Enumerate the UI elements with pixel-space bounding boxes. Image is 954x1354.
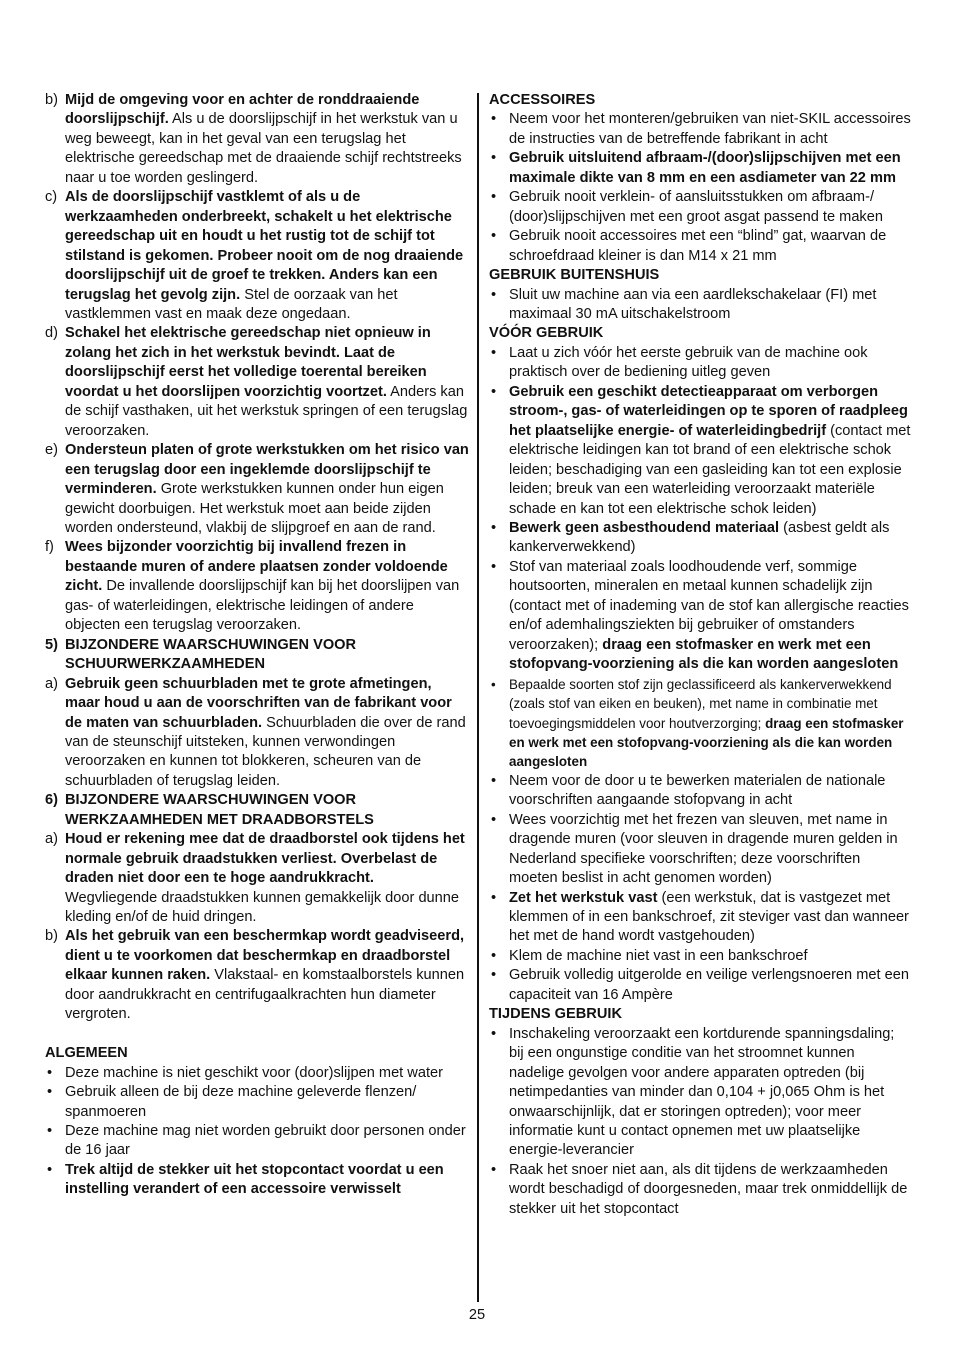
heading-voor-gebruik: VÓÓR GEBRUIK (489, 325, 604, 342)
list-item: • Inschakeling veroorzaakt een kortdurende spanningsdaling; bij een ongunstige conditie van het stroomnet kunnen nadelige gevolgen voor andere apparaten optreden (bij netimpedanties van minder dan 0,104 + j0,065 Ohm is het onwaarschijnlijk, dat er storingen optreden); voor meer informatie kunt u contact opnemen met uw plaatselijke energie-leverancier (491, 1025, 895, 1159)
list-item: • Neem voor het monteren/gebruiken van niet-SKIL accessoires de instructies van de betreffende fabrikant in acht (491, 111, 911, 147)
section-5-heading: 5) BIJZONDERE WAARSCHUWINGEN VOOR SCHUURWERKZAAMHEDEN (45, 636, 357, 673)
list-item: • Gebruik een geschikt detectieapparaat om verborgen stroom-, gas- of waterleidingen op te sporen of raadpleeg het plaatselijke energie- of waterleidingbedrijf (contact met elektrische leidingen kan tot brand of een elektrische schok leiden; beschadiging van een gasleiding kan tot een explosie leiden; breuk van een waterleiding veroorzaakt materiële schade en kan tot een elektrische schok leiden) (491, 383, 911, 517)
heading-gebruik-buitenshuis: GEBRUIK BUITENSHUIS (489, 267, 660, 284)
list-item: • Bepaalde soorten stof zijn geclassificeerd als kankerverwekkend (zoals stof van eiken en beuken), met name in combinatie met toevoegingsmiddelen voor houtverzorging; draag een stofmasker en werk met een stofopvang-voorziening als die kan worden aangesloten (491, 676, 904, 770)
list-item: • Gebruik nooit accessoires met een “blind” gat, waarvan de schroefdraad kleiner is dan M14 x 21 mm (491, 228, 887, 264)
list-item: • Stof van materiaal zoals loodhoudende verf, sommige houtsoorten, mineralen en metaal kunnen schadelijk zijn (contact met of inademing van de stof kan allergische reacties en/of ademhalingsziekten bij gebruiker of omstanders veroorzaken); draag een stofmasker en werk met een stofopvang-voorziening als die kan worden aangesloten (491, 558, 909, 673)
list-item: • Deze machine mag niet worden gebruikt door personen onder de 16 jaar (47, 1123, 466, 1159)
section-6-heading: 6) BIJZONDERE WAARSCHUWINGEN VOOR WERKZAAMHEDEN MET DRAADBORSTELS (45, 792, 374, 828)
list-item: • Wees voorzichtig met het frezen van sleuven, met name in dragende muren (voor sleuven in dragende muren gelden in Nederland specifieke voorschriften; deze voorschriften moeten beslist in acht genomen worden) (491, 811, 898, 887)
item-5a: a) Gebruik geen schuurbladen met te grote afmetingen, maar houd u aan de voorschriften van de fabrikant voor de maten van schuurbladen. Schuurbladen die over de rand van de steunschijf uitsteken, kunnen verwondingen veroorzaken en kunnen tot blokkeren, scheuren van de schuurbladen of terugslag leiden. (45, 675, 466, 789)
item-d: d) Schakel het elektrische gereedschap niet opnieuw in zolang het zich in het werkstuk bevindt. Laat de doorslijpschijf eerst het volledige toerental bereiken voordat u het doorslijpen voorzichtig voortzet. Anders kan de schijf vasthaken, uit het werkstuk springen of een terugslag veroorzaken. (45, 325, 468, 439)
list-item: • Bewerk geen asbesthoudend materiaal (asbest geldt als kankerverwekkend) (491, 519, 890, 556)
column-divider (477, 93, 479, 1302)
list-item: • Gebruik uitsluitend afbraam-/(door)slijpschijven met een maximale dikte van 8 mm en een asdiameter van 22 mm (491, 150, 901, 186)
item-c: c) Als de doorslijpschijf vastklemt of als u de werkzaamheden onderbreekt, schakelt u het elektrische gereedschap uit en houdt u het rustig tot de schijf tot stilstand is gekomen. Probeer nooit om de nog draaiende doorslijpschijf uit de groef te trekken. Anders kan een terugslag het gevolg zijn. Stel de oorzaak van het vastklemmen vast en maak deze ongedaan. (45, 189, 464, 322)
item-6a: a) Houd er rekening mee dat de draadborstel ook tijdens het normale gebruik draadstukken verliest. Overbelast de draden niet door een te hoge aandrukkracht. Wegvliegende draadstukken kunnen gemakkelijk door dunne kleding en/of de huid dringen. (45, 831, 465, 926)
item-e: e) Ondersteun platen of grote werkstukken om het risico van een terugslag door een ingeklemde doorslijpschijf te verminderen. Grote werkstukken kunnen onder hun eigen gewicht doorbuigen. Het werkstuk moet aan beide zijden worden ondersteund, vlakbij de slijpgroef en aan de rand. (45, 442, 469, 536)
list-item: • Zet het werkstuk vast (een werkstuk, dat is vastgezet met klemmen of in een bankschroef, zit steviger vast dan wanneer het met de hand wordt vastgehouden) (491, 889, 909, 945)
list-item: • Klem de machine niet vast in een bankschroef (491, 947, 808, 964)
list-item: • Gebruik alleen de bij deze machine geleverde flenzen/ spanmoeren (47, 1084, 417, 1120)
list-item: • Sluit uw machine aan via een aardlekschakelaar (FI) met maximaal 30 mA uitschakelstroom (491, 286, 877, 322)
item-f: f) Wees bijzonder voorzichtig bij invallend frezen in bestaande muren of andere plaatsen zonder voldoende zicht. De invallende doorslijpschijf kan bij het doorslijpen van gas- of waterleidingen, elektrische leidingen of andere objecten een terugslag veroorzaken. (45, 539, 460, 634)
list-item: • Deze machine is niet geschikt voor (door)slijpen met water (47, 1064, 443, 1081)
heading-tijdens-gebruik: TIJDENS GEBRUIK (489, 1006, 622, 1023)
page-number: 25 (468, 1307, 486, 1323)
left-column (45, 91, 470, 1200)
list-item: • Trek altijd de stekker uit het stopcontact voordat u een instelling verandert of een accessoire verwisselt (47, 1161, 444, 1198)
list-item: • Raak het snoer niet aan, als dit tijdens de werkzaamheden wordt beschadigd of doorgesneden, maar trek onmiddellijk de stekker uit het stopcontact (491, 1161, 908, 1217)
item-6b: b) Als het gebruik van een beschermkap wordt geadviseerd, dient u te voorkomen dat beschermkap en draadborstel elkaar kunnen raken. Vlakstaal- en komstaalborstels kunnen door aandrukkracht en centrifugaalkrachten hun diameter vergroten. (45, 928, 465, 1023)
list-item: • Gebruik volledig uitgerolde en veilige verlengsnoeren met een capaciteit van 16 Ampère (491, 967, 909, 1003)
right-column (489, 91, 912, 1219)
list-item: • Laat u zich vóór het eerste gebruik van de machine ook praktisch over de bediening uitleg geven (491, 344, 868, 381)
list-item: • Neem voor de door u te bewerken materialen de nationale voorschriften aangaande stofopvang in acht (491, 772, 886, 809)
heading-accessoires: ACCESSOIRES (489, 92, 596, 108)
spacer (45, 1025, 470, 1044)
item-b: b) Mijd de omgeving voor en achter de ronddraaiende doorslijpschijf. Als u de doorslijpschijf in het werkstuk van u weg beweegt, kan in het geval van een terugslag het elektrische gereedschap met de draaiende schijf rechtstreeks naar u toe worden geslingerd. (45, 92, 462, 186)
heading-algemeen: ALGEMEEN (45, 1045, 128, 1062)
list-item: • Gebruik nooit verklein- of aansluitsstukken om afbraam-/ (door)slijpschijven met een groot asgat passend te maken (491, 189, 883, 225)
